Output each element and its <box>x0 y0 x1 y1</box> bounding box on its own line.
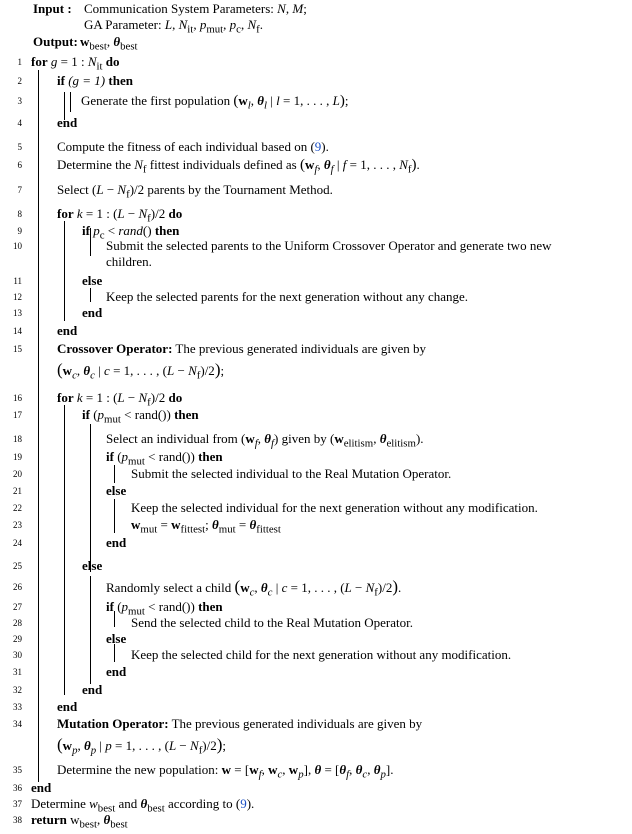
line-number: 19 <box>13 452 22 462</box>
line-number: 8 <box>17 209 22 219</box>
for-k-1-line <box>64 221 65 321</box>
line-number: 15 <box>13 344 22 354</box>
line-number: 31 <box>13 667 22 677</box>
else-pmut-line <box>90 576 91 684</box>
line-number: 20 <box>13 469 22 479</box>
line-number: 27 <box>13 602 22 612</box>
line-number: 37 <box>13 799 22 809</box>
line-number: 5 <box>17 142 22 152</box>
line-number: 14 <box>13 326 22 336</box>
line-number: 4 <box>17 118 22 128</box>
line-number: 2 <box>17 76 22 86</box>
line-number: 25 <box>13 561 22 571</box>
input-line-1: Communication System Parameters: N, M; <box>84 1 307 16</box>
line-number: 36 <box>13 783 22 793</box>
line-number: 30 <box>13 650 22 660</box>
for-k-2-line <box>64 405 65 695</box>
if-g-inner-line <box>70 92 71 112</box>
output-value: $w_{best}$, $\theta_{best}$ <box>80 34 138 53</box>
if-pmut-line <box>90 424 91 572</box>
input-line-2: GA Parameter: L, $N_{it}$, $p_{mut}$, $p_c$, $N_f$. <box>84 17 264 36</box>
line-number: 24 <box>13 538 22 548</box>
line-number: 10 <box>13 241 22 251</box>
line-number: 33 <box>13 702 22 712</box>
line-number: 16 <box>13 393 22 403</box>
line-number: 28 <box>13 618 22 628</box>
line-number: 17 <box>13 410 22 420</box>
line-number: 34 <box>13 719 22 729</box>
line-number: 11 <box>13 276 22 286</box>
line-number: 38 <box>13 815 22 825</box>
line-number: 35 <box>13 765 22 775</box>
line-number: 21 <box>13 486 22 496</box>
else-pc-line <box>90 288 91 302</box>
line-number: 22 <box>13 503 22 513</box>
line-number: 26 <box>13 582 22 592</box>
else-pmut-inner-line <box>114 499 115 533</box>
line-number: 3 <box>17 96 22 106</box>
outer-for-line <box>38 70 39 782</box>
output-label: Output: <box>33 34 78 49</box>
line-number: 13 <box>13 308 22 318</box>
equation-ref[interactable]: 9 <box>314 139 322 154</box>
mutation-label: Mutation Operator: <box>57 716 169 731</box>
line-number: 7 <box>17 185 22 195</box>
line-number: 32 <box>13 685 22 695</box>
line-number: 29 <box>13 634 22 644</box>
input-label: Input : <box>33 1 72 16</box>
line-number: 23 <box>13 520 22 530</box>
equation-ref[interactable]: 9 <box>240 796 247 811</box>
line-number: 9 <box>17 226 22 236</box>
algorithm-block: Input : Communication System Parameters: N, M; GA Parameter: L, $N_{it}$, $p_{mut}$, $p_c$, $N_f$. Output: $w_{best}$, $\theta_{best}$ 1 for g = 1 : $N_{it}$ do 2 if (g = 1) then 3 Generate the first population ($w_l$, $\theta_l$ | l = 1, . . . , L); 4 end 5 Compute the fitness of each individual based on (9). 6 Determine the $N_f$ fittest individuals defined as ($w_f$, $\theta_f$ | f = 1, . . . , $N_f$). 7 Select $(L - N_f)/2$ parents by the Tournament Method. 8 for k = 1 : $(L - N_f)/2$ do 9 if $p_c$ < rand() then 10 Submit the selected parents to the Uniform Crossover Operator and generate two new children. 11 else 12 Keep the selected parents for the next generation without any change. 13 end 14 end 15 Crossover Operator: The previous generated individuals are given by ($w_c$, $\theta_c$ | c = 1, . . . , $(L - N_f)/2$); 16 for k = 1 : $(L - N_f)/2$ do 17 if ($p_{mut}$ < rand()) then 18 Select an individual from ($w_f$, $\theta_f$) given by ($w_{elitism}$, $\theta_{elitism}$). 19 if ($p_{mut}$ < rand()) then 20 Submit the selected individual to the Real Mutation Operator. 21 else 22 Keep the selected individual for the next generation without any modification. 23 $w_{mut} = w_{fittest}$; $\theta_{mut} = \theta_{fittest}$ 24 end 25 else 26 Randomly select a child ($w_c$, $\theta_c$ | c = 1, . . . , $(L - N_f)/2$). 27 if ($p_{mut}$ < rand()) then 28 Send the selected child to the Real Mutation Operator. 29 else 30 Keep the selected child for the next generation without any modification. 31 end 32 end 33 end 34 Mutation Operator: The previous generated individuals are given by ($w_p$, $\theta_p$ | p = 1, . . . , $(L - N_f)/2$); 35 Determine the new population: $w = [w_f$, $w_c$, $w_p$], $\theta = [\theta_f$, $\theta_c$, $\theta_p$]. 36 end 37 Determine $w_{best}$ and $\theta_{best}$ according to (9). 38 return $w_{best}$, $\theta_{best}$ <box>0 0 632 828</box>
line-number: 12 <box>13 292 22 302</box>
line-number: 6 <box>17 160 22 170</box>
line-number: 18 <box>13 434 22 444</box>
line-number: 1 <box>17 57 22 67</box>
crossover-label: Crossover Operator: <box>57 341 173 356</box>
